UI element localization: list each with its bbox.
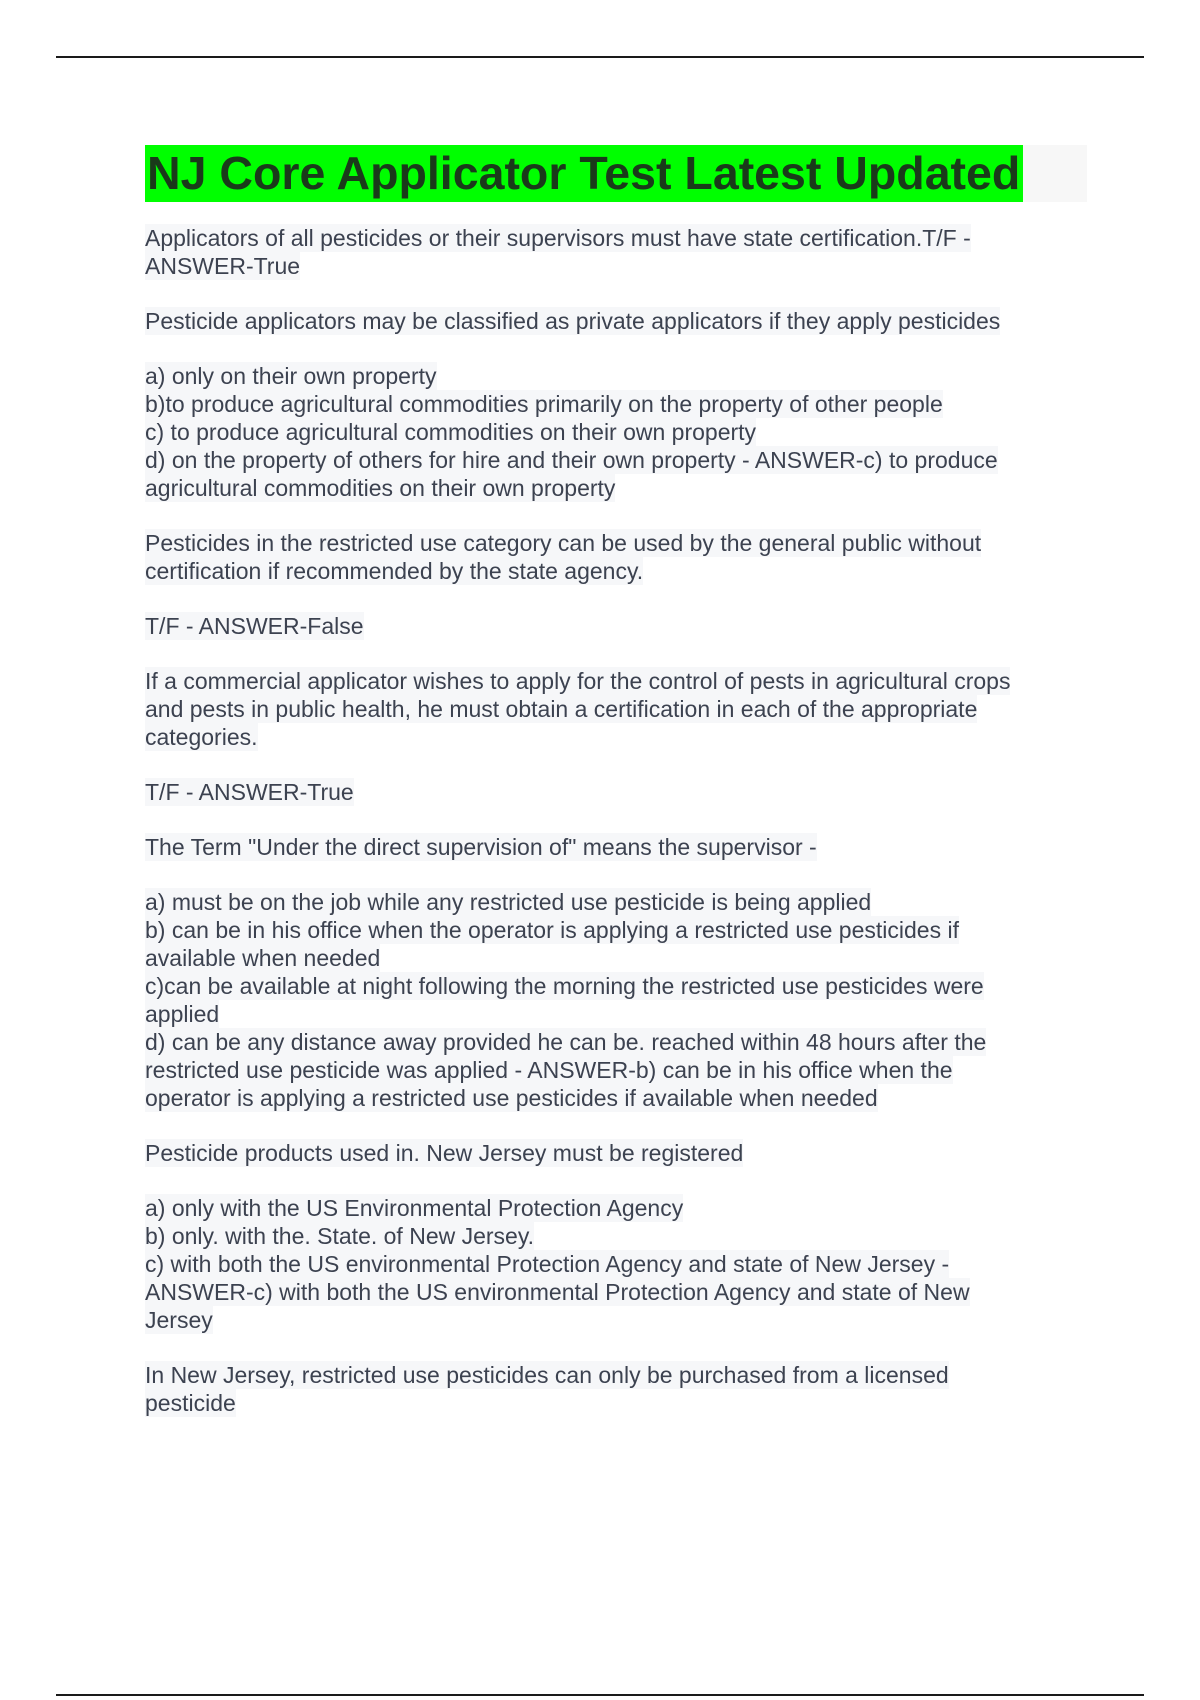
question-block (145, 833, 1090, 861)
question-block (145, 1139, 1090, 1167)
paragraph-gap (145, 751, 1090, 778)
text-line: c)can be available at night following the morning the restricted use pesticides were (145, 973, 984, 999)
text-line: a) only with the US Environmental Protection Agency (145, 1195, 684, 1221)
text-line: T/F - ANSWER-False (145, 613, 364, 639)
text-line: certification if recommended by the state agency. (145, 558, 644, 584)
text-line: a) only on their own property (145, 363, 437, 389)
question-block (145, 224, 1090, 280)
text-line: Applicators of all pesticides or their supervisors must have state certification.T/F - (145, 225, 971, 251)
question-block (145, 667, 1090, 751)
question-block (145, 888, 1090, 1112)
document-body (145, 145, 1090, 1417)
text-line: b) can be in his office when the operator is applying a restricted use pesticides if (145, 917, 959, 943)
text-line: d) can be any distance away provided he can be. reached within 48 hours after the (145, 1029, 987, 1055)
text-line: d) on the property of others for hire and their own property - ANSWER-c) to produce (145, 447, 998, 473)
text-line: T/F - ANSWER-True (145, 779, 354, 805)
text-line: operator is applying a restricted use pesticides if available when needed (145, 1085, 878, 1111)
text-line: The Term "Under the direct supervision of" means the supervisor - (145, 834, 817, 860)
paragraph-gap (145, 585, 1090, 612)
text-line: b)to produce agricultural commodities primarily on the property of other people (145, 391, 943, 417)
text-line: pesticide (145, 1390, 236, 1416)
document-title: NJ Core Applicator Test Latest Updated (145, 145, 1023, 202)
text-line: available when needed (145, 945, 381, 971)
paragraph-gap (145, 335, 1090, 362)
text-line: c) to produce agricultural commodities on their own property (145, 419, 757, 445)
paragraph-gap (145, 1112, 1090, 1139)
text-line: ANSWER-True (145, 253, 301, 279)
text-line: b) only. with the. State. of New Jersey. (145, 1223, 535, 1249)
text-line: In New Jersey, restricted use pesticides can only be purchased from a licensed (145, 1362, 949, 1388)
paragraph-gap (145, 640, 1090, 667)
question-block (145, 362, 1090, 502)
paragraph-gap (145, 1167, 1090, 1194)
title-bar (145, 145, 1087, 202)
text-line: applied (145, 1001, 220, 1027)
text-line: If a commercial applicator wishes to apply for the control of pests in agricultural crops (145, 668, 1011, 694)
paragraph-gap (145, 280, 1090, 307)
paragraph-gap (145, 502, 1090, 529)
text-line: Pesticide products used in. New Jersey must be registered (145, 1140, 744, 1166)
question-block (145, 529, 1090, 585)
text-line: ANSWER-c) with both the US environmental Protection Agency and state of New (145, 1279, 970, 1305)
text-line: and pests in public health, he must obtain a certification in each of the appropriate (145, 696, 978, 722)
paragraph-gap (145, 1334, 1090, 1361)
paragraph-gap (145, 806, 1090, 833)
text-line: c) with both the US environmental Protection Agency and state of New Jersey - (145, 1251, 950, 1277)
question-list (145, 224, 1090, 1417)
text-line: Pesticides in the restricted use category can be used by the general public without (145, 530, 982, 556)
text-line: Pesticide applicators may be classified as private applicators if they apply pesticides (145, 308, 1001, 334)
question-block (145, 1361, 1090, 1417)
text-line: restricted use pesticide was applied - ANSWER-b) can be in his office when the (145, 1057, 953, 1083)
question-block (145, 778, 1090, 806)
text-line: Jersey (145, 1307, 213, 1333)
text-line: a) must be on the job while any restricted use pesticide is being applied (145, 889, 872, 915)
bottom-rule (56, 1694, 1144, 1696)
top-rule (56, 56, 1144, 58)
paragraph-gap (145, 861, 1090, 888)
question-block (145, 1194, 1090, 1334)
text-line: categories. (145, 724, 258, 750)
question-block (145, 307, 1090, 335)
text-line: agricultural commodities on their own property (145, 475, 616, 501)
question-block (145, 612, 1090, 640)
